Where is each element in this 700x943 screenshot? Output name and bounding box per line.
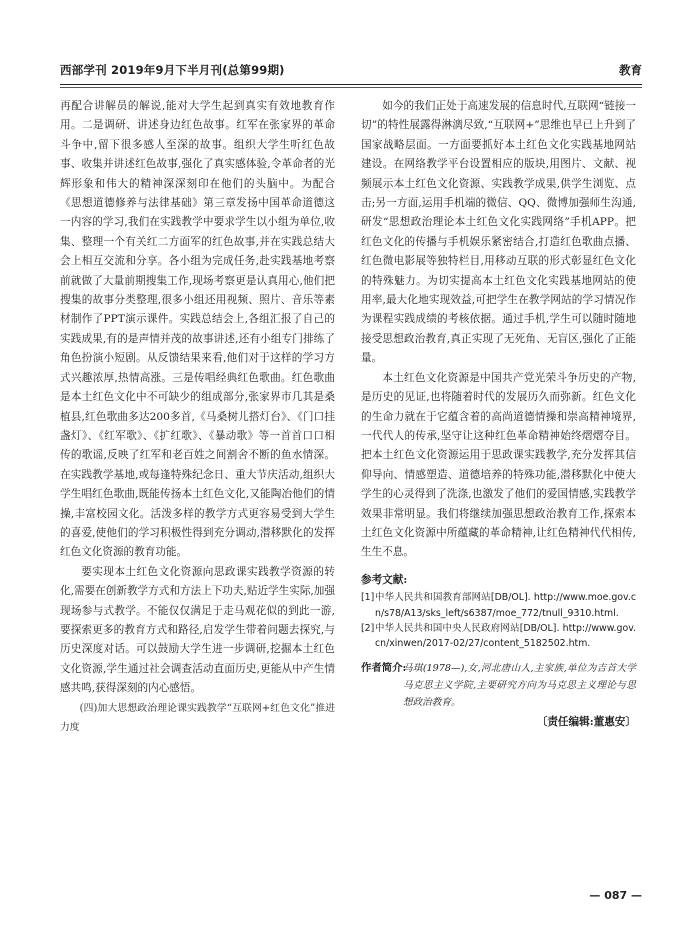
references-title: 参考文献: [361,573,408,586]
section-label: 教育 [619,63,642,77]
reference-item [361,621,636,652]
reference-number: [1] [361,592,375,604]
author-text: 马琪(1978—),女,河北唐山人,主家族,单位为吉首大学马克思主义学院,主要研究方向为马克思主义理论与思想政治教育。 [403,662,636,708]
left-column [60,97,335,737]
body-paragraph: 如今的我们正处于高速发展的信息时代,互联网“链接一切”的特性展露得淋漓尽致,“互联网+”思维也早已上升到了国家战略层面。一方面要抓好本土红色文化实践基地网站建设。在网络教学平台设置相应的版块,用图片、文献、视频展示本土红色文化资源、实践教学成果,供学生浏览、点击;另一方面,运用手机端的微信、QQ、微博加强师生沟通,研发“思想政治理论本土红色文化实践网络”手机APP。把红色文化的传播与手机娱乐紧密结合,打造红色歌曲点播、红色微电影展等独特栏目,用移动互联的形式彰显红色文化的特殊魅力。为切实提高本土红色文化实践基地网站的使用率,最大化地实现效益,可把学生在教学网站的学习情况作为课程实践成绩的考核依据。通过手机,学生可以随时随地接受思想政治教育,真正实现了无死角、无盲区,强化了正能量。 [361,100,636,365]
responsible-editor: 〔责任编辑:董惠安〕 [536,715,636,728]
body-paragraph: 要实现本土红色文化资源向思政课实践教学资源的转化,需要在创新教学方式和方法上下功夫,贴近学生实际,加强现场参与式教学。不能仅仅满足于走马观花似的到此一游,要探索更多的教育方式和路径,启发学生带着问题去探究,与历史深度对话。可以鼓励大学生进一步调研,挖掘本土红色文化资源,学生通过社会调查活动直面历史,更能从中产生情感共鸣,获得深刻的内心感悟。 [60,565,335,695]
header-rule-thin [60,87,642,88]
right-column [361,97,636,732]
page-number: — 087 — [589,889,642,902]
author-bio [361,660,636,711]
body-paragraph: 本土红色文化资源是中国共产党光荣斗争历史的产物,是历史的见证,也将随着时代的发展历久而弥新。红色文化的生命力就在于它蕴含着的高尚道德情操和崇高精神境界,一代代人的传承,坚守让这种红色革命精神始终熠熠夺目。把本土红色文化资源运用于思政课实践教学,充分发挥其信仰导向、情感塑造、道德培养的特殊功能,潜移默化中使大学生的心灵得到了洗涤,也激发了他们的爱国情感,实践教学效果非常明显。我们将继续加强思想政治教育工作,探索本土红色文化资源中所蕴藏的革命精神,让红色精神代代相传,生生不息。 [361,371,636,559]
journal-title: 西部学刊 2019年9月下半月刊(总第99期) [60,63,285,77]
reference-text: 中华人民共和国中央人民政府网站[DB/OL]. http://www.gov.cn/xinwen/2017-02/27/content_5182502.htm. [375,622,636,650]
reference-item [361,590,636,621]
body-paragraph: 再配合讲解员的解说,能对大学生起到真实有效地教育作用。二是调研、讲述身边红色故事。红军在张家界的革命斗争中,留下很多感人至深的故事。组织大学生听红色故事、收集并讲述红色故事,强化了真实感体验,令革命者的光辉形象和伟大的精神深深刻印在他们的头脑中。为配合《思想道德修养与法律基础》第三章发扬中国革命道德这一内容的学习,我们在实践教学中要求学生以小组为单位,收集、整理一个有关红二方面军的红色故事,并在实践总结大会上相互交流和分享。各小组为完成任务,赴实践基地考察前就做了大量前期搜集工作,现场考察更是认真用心,他们把搜集的故事分类整理,很多小组还用视频、照片、音乐等素材制作了PPT演示课件。实践总结会上,各组汇报了自己的实践成果,有的是声情并茂的故事讲述,还有小组专门排练了角色扮演小短剧。从反馈结果来看,他们对于这样的学习方式兴趣浓厚,热情高涨。三是传唱经典红色歌曲。红色歌曲是本土红色文化中不可缺少的组成部分,张家界市几其是桑植县,红色歌曲多达200多首,《马桑树儿搭灯台》、《门口挂盏灯》、《红军歌》、《扩红歌》、《暴动歌》等一首首口口相传的歌谣,反映了红军和老百姓之间割舍不断的鱼水情深。在实践教学基地,或每逢特殊纪念日、重大节庆活动,组织大学生唱红色歌曲,既能传扬本土红色文化,又能陶冶他们的情操,丰富校园文化。活泼多样的教学方式更容易受到大学生的喜爱,使他们的学习积极性得到充分调动,潜移默化的发挥红色文化资源的教育功能。 [60,100,335,559]
reference-text: 中华人民共和国教育部网站[DB/OL]. http://www.moe.gov.cn/s78/A13/sks_left/s6387/moe_772/tnull_9310.html. [375,592,636,619]
header-rule [60,84,642,85]
reference-number: [2] [361,622,375,634]
section-heading: (四)加大思想政治理论课实践教学“互联网+红色文化”推进力度 [60,702,335,733]
author-label: 作者简介: [361,661,407,674]
page-header [60,62,642,80]
